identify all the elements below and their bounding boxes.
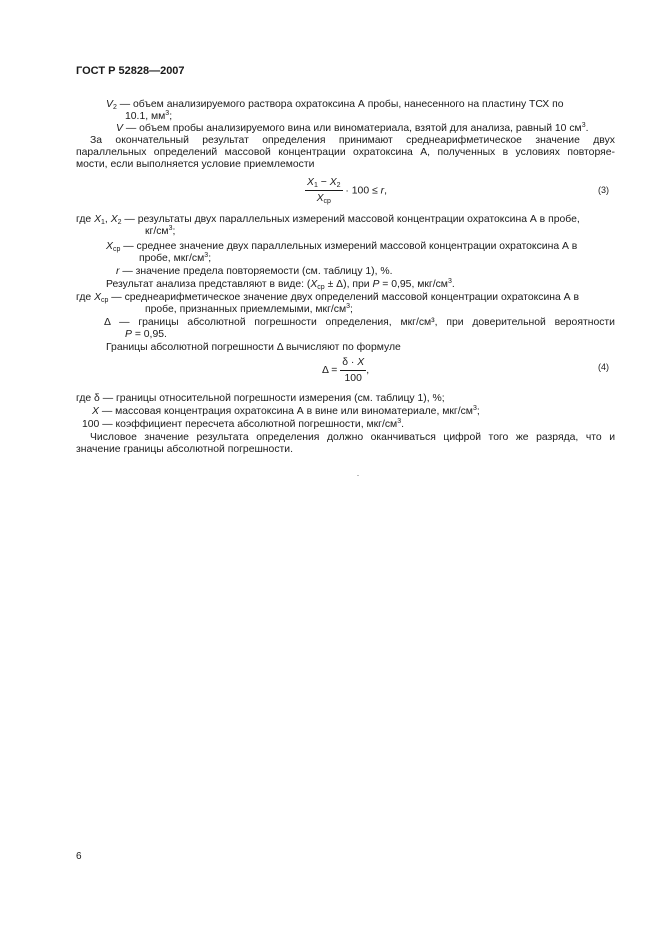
def-x1-x2-line1: где $X_1$, $X_2$ — результаты двух параллельных измерений массовой концентрации охратоксина А в пробе, [76, 214, 580, 226]
def-xcp-line1: $X_{ср}$ — среднее значение двух параллельных измерений массовой концентрации охратоксина А в [106, 241, 578, 253]
def-xcp2-line1: где $X_{ср}$ — среднеарифметическое значение двух определений массовой концентрации охратоксина А в [76, 292, 579, 304]
def-xcp2-line2: пробе, признанных приемлемыми, мкг/$см^3$; [145, 303, 353, 315]
def-xcp-line2: пробе, мкг/$см^3$; [139, 252, 212, 264]
result-format-line: Результат анализа представляют в виде: $(X_{ср} \pm \Delta)$, при P = 0,95, мкг/$см^3$. [106, 278, 455, 291]
document-header: ГОСТ Р 52828—2007 [76, 65, 185, 77]
def-x1-x2-line2: $кг/см^3$; [145, 225, 176, 237]
formula-4-fraction: $\frac{\delta \cdot X}{100}$ [342, 357, 365, 384]
formula-4: Δ = $\frac{\delta \cdot X}{100}$ , [322, 357, 370, 384]
def-small-delta-line: где δ — границы относительной погрешности измерения (см. таблицу 1), %; [76, 393, 445, 404]
equation-number-4: (4) [598, 362, 609, 372]
def-100-line: 100 — коэффициент пересчета абсолютной погрешности, мкг/$см^3$. [82, 418, 404, 430]
page-number: 6 [76, 851, 82, 862]
def-x-line: X — массовая концентрация охратоксина А в вине или виноматериале, мкг/$см^3$; [92, 405, 480, 417]
formula-3: $\frac{X_1 - X_2}{X_{ср}}$ · 100 ≤ r, [307, 177, 387, 205]
def-delta-line1: Δ — границы абсолютной погрешности определения, мкг/см³, при доверительной вероятности [104, 317, 615, 328]
def-delta-line2: P = 0,95. [125, 329, 167, 340]
para3-line1: Числовое значение результата определения должно оканчиваться цифрой того же разряда, что и [90, 432, 615, 443]
def-v2-line1: $V_2$ — объем анализируемого раствора охратоксина А пробы, нанесенного на пластину ТСХ по [106, 99, 564, 111]
formula-3-fraction: $\frac{X_1 - X_2}{X_{ср}}$ [307, 177, 341, 205]
para1-line2: параллельных определений массовой концентрации охратоксина А, полученных в условиях повторяе- [76, 147, 615, 158]
def-v-line: V — объем пробы анализируемого вина или виноматериала, взятой для анализа, равный 10 $см^3$. [116, 122, 589, 134]
para1-line3: мости, если выполняется условие приемлемости [76, 159, 315, 170]
equation-number-3: (3) [598, 185, 609, 195]
para2-line: Границы абсолютной погрешности Δ вычисляют по формуле [106, 342, 401, 353]
para3-line2: значение границы абсолютной погрешности. [76, 444, 293, 455]
def-r-line: r — значение предела повторяемости (см. таблицу 1), %. [116, 266, 393, 277]
para1-line1: За окончательный результат определения принимают среднеарифметическое значение двух [90, 135, 615, 146]
def-v2-line2: 10.1, $мм^3$; [125, 110, 173, 122]
scan-speck [357, 475, 359, 476]
